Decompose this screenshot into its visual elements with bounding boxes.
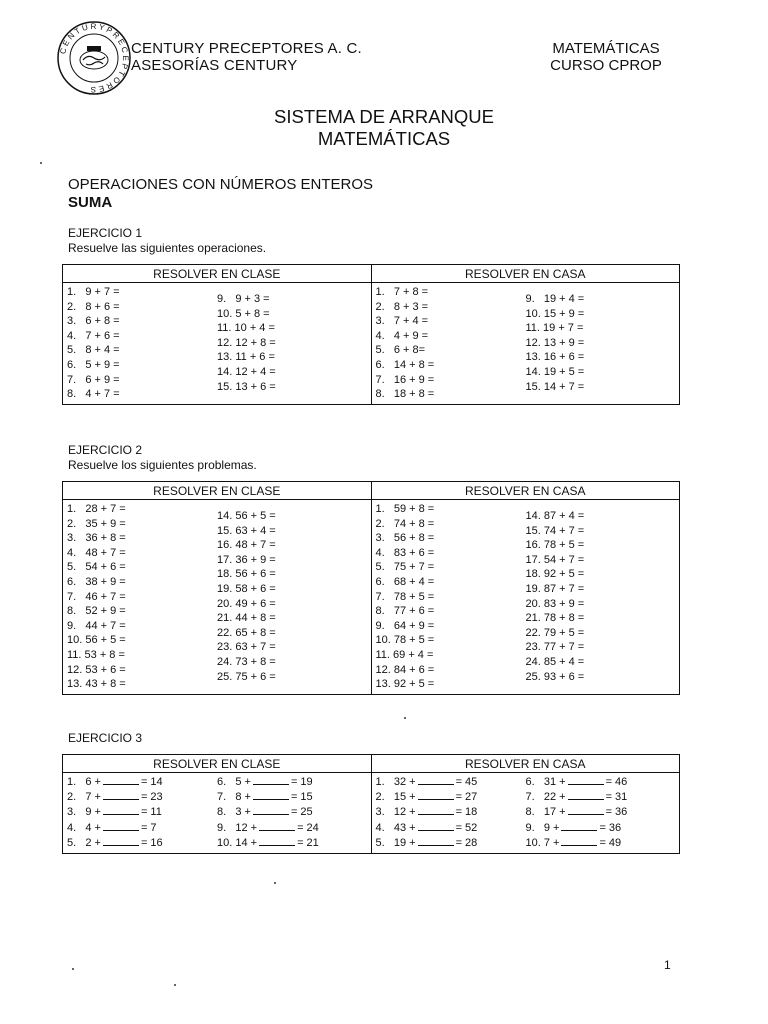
century-seal-logo [56,20,132,96]
exercise-1-table [62,264,680,405]
problem-item: 5. 75 + 7 = [375,561,435,574]
problem-item: 7. 78 + 5 = [375,590,435,603]
answer-blank[interactable] [418,775,454,785]
blank-problem-item [217,775,319,790]
blank-problem-item [526,775,628,790]
scan-speck [404,717,406,719]
problem-item: 14. 12 + 4 = [217,365,276,378]
problem-item: 13. 11 + 6 = [217,351,275,364]
problem-result: = 52 [455,821,478,834]
problem-item: 18. 92 + 5 = [525,568,585,581]
problem-item: 15. 74 + 7 = [525,524,585,537]
blank-problem-item [217,836,319,851]
problem-prefix: 1. 32 + [375,776,416,788]
problem-item: 3. 36 + 8 = [67,532,126,545]
org-line-1: CENTURY PRECEPTORES A. C. [131,40,362,57]
problem-prefix: 8. 3 + [217,806,251,819]
problem-item: 5. 8 + 4 = [67,344,120,357]
problem-result: = 18 [455,806,478,819]
problem-result: = 15 [290,791,313,804]
problem-item: 23. 77 + 7 = [525,641,585,654]
problem-list [67,285,217,402]
scan-speck [72,968,74,970]
problem-item: 13. 92 + 5 = [375,678,435,691]
problem-item: 11. 19 + 7 = [525,322,584,335]
blank-problem-item [67,821,217,836]
problem-prefix: 1. 6 + [67,776,101,788]
problem-item: 14. 19 + 5 = [525,365,585,378]
exercise-3-table [62,754,680,854]
problem-item: 6. 14 + 8 = [375,358,435,371]
problem-result: = 16 [140,836,163,849]
problem-result: = 7 [140,821,157,834]
problem-item: 12. 84 + 6 = [375,663,435,676]
answer-blank[interactable] [418,836,454,846]
problem-item: 6. 38 + 9 = [67,575,126,588]
problem-prefix: 5. 19 + [375,836,416,849]
problem-item: 8. 18 + 8 = [375,388,435,401]
problem-item: 4. 48 + 7 = [67,546,126,559]
blank-problem-item [376,775,526,790]
answer-blank[interactable] [568,805,604,815]
answer-blank[interactable] [253,790,289,800]
exercise-2-table [62,481,680,695]
problem-item: 12. 12 + 8 = [217,336,276,349]
problem-item: 4. 83 + 6 = [375,546,435,559]
problem-item: 3. 6 + 8 = [67,315,120,328]
problem-prefix: 7. 22 + [525,791,566,804]
problem-item: 10. 15 + 9 = [525,307,585,320]
problem-item: 10. 56 + 5 = [67,634,126,647]
problem-item: 15. 14 + 7 = [525,380,585,393]
problem-result: = 28 [455,836,478,849]
problem-item: 16. 48 + 7 = [217,539,276,552]
answer-blank[interactable] [103,775,139,785]
scan-speck [174,984,176,986]
problem-list [217,285,276,402]
problem-item: 2. 8 + 6 = [67,300,120,313]
answer-blank[interactable] [253,775,289,785]
blank-problem-item [67,775,217,790]
problem-prefix: 6. 31 + [525,776,566,788]
section-subtitle: SUMA [68,194,113,211]
problem-item: 3. 56 + 8 = [375,532,435,545]
problem-item: 8. 77 + 6 = [375,605,435,618]
problem-item: 14. 56 + 5 = [217,510,276,522]
problem-prefix: 4. 4 + [67,821,101,834]
problem-item: 2. 74 + 8 = [375,517,435,530]
exercise-3-clase-cell [63,773,372,854]
svg-text:C E N T U R Y P R E C E P T: C E N T U R Y P R E C E P T O R E S [58,21,131,95]
problem-item: 17. 54 + 7 = [525,553,585,566]
problem-item: 1. 59 + 8 = [375,503,435,515]
problem-item: 23. 63 + 7 = [217,641,276,654]
blank-problem-list [217,775,319,851]
problem-item: 5. 54 + 6 = [67,561,126,574]
org-line-2: ASESORÍAS CENTURY [131,57,298,74]
problem-item: 13. 43 + 8 = [67,678,126,691]
section-title: OPERACIONES CON NÚMEROS ENTEROS [68,176,374,193]
exercise-2-clase-cell [63,500,372,695]
problem-item: 5. 6 + 8= [375,344,426,357]
problem-item: 25. 75 + 6 = [217,670,276,683]
problem-item: 24. 85 + 4 = [525,655,585,668]
problem-item: 2. 8 + 3 = [375,300,429,313]
problem-item: 9. 9 + 3 = [217,293,270,305]
header-casa: RESOLVER EN CASA [371,755,680,773]
title-line-2: MATEMÁTICAS [317,128,451,149]
scan-speck [274,882,276,884]
problem-result: = 25 [290,806,313,819]
exercise-1-clase-cell [63,283,372,405]
problem-item: 15. 63 + 4 = [217,524,276,537]
problem-result: = 14 [140,776,163,788]
problem-item: 1. 9 + 7 = [67,286,120,298]
problem-item: 9. 64 + 9 = [375,619,435,632]
problem-prefix: 3. 12 + [375,806,416,819]
problem-item: 1. 28 + 7 = [67,503,126,515]
blank-problem-item [67,836,217,851]
problem-list [217,502,276,692]
problem-item: 12. 13 + 9 = [525,336,585,349]
header-clase: RESOLVER EN CLASE [63,265,372,283]
blank-problem-list [376,775,526,851]
answer-blank[interactable] [259,821,295,831]
header-casa: RESOLVER EN CASA [371,482,680,500]
problem-item: 20. 83 + 9 = [525,597,585,610]
blank-problem-item [67,790,217,805]
problem-item: 9. 19 + 4 = [525,293,585,305]
blank-problem-list [67,775,217,851]
problem-result: = 49 [599,836,622,849]
problem-prefix: 2. 7 + [67,791,101,804]
problem-result: = 11 [140,806,162,819]
answer-blank[interactable] [418,790,454,800]
organization-name [131,40,362,74]
exercise-3-label: EJERCICIO 3 [68,731,143,745]
answer-blank[interactable] [568,775,604,785]
problem-item: 2. 35 + 9 = [67,517,126,530]
problem-list [526,502,585,692]
problem-result: = 19 [290,776,313,788]
page-number: 1 [664,958,671,972]
problem-item: 22. 79 + 5 = [525,626,585,639]
problem-item: 9. 44 + 7 = [67,619,126,632]
answer-blank[interactable] [418,805,454,815]
answer-blank[interactable] [561,821,597,831]
answer-blank[interactable] [103,836,139,846]
problem-prefix: 9. 9 + [525,821,560,834]
blank-problem-item [526,821,628,836]
problem-item: 6. 68 + 4 = [375,575,435,588]
blank-problem-list [526,775,628,851]
problem-item: 10. 5 + 8 = [217,307,270,320]
problem-item: 21. 44 + 8 = [217,612,276,625]
problem-item: 16. 78 + 5 = [525,539,585,552]
problem-result: = 31 [605,791,628,804]
blank-problem-item [526,805,628,820]
problem-item: 6. 5 + 9 = [67,358,120,371]
problem-item: 10. 78 + 5 = [375,634,435,647]
header-clase: RESOLVER EN CLASE [63,482,372,500]
blank-problem-item [526,836,628,851]
problem-item: 4. 7 + 6 = [67,329,120,342]
problem-item: 22. 65 + 8 = [217,626,276,639]
blank-problem-item [376,790,526,805]
answer-blank[interactable] [103,821,139,831]
problem-item: 12. 53 + 6 = [67,663,126,676]
problem-item: 8. 52 + 9 = [67,605,126,618]
problem-result: = 36 [605,806,628,819]
answer-blank[interactable] [103,805,139,815]
answer-blank[interactable] [561,836,597,846]
problem-prefix: 6. 5 + [217,776,251,788]
problem-list [376,502,526,692]
problem-prefix: 8. 17 + [525,806,566,819]
problem-item: 7. 6 + 9 = [67,373,120,386]
header-casa: RESOLVER EN CASA [371,265,680,283]
problem-item: 1. 7 + 8 = [375,286,429,298]
blank-problem-item [217,821,319,836]
problem-item: 14. 87 + 4 = [525,510,585,522]
problem-item: 21. 78 + 8 = [525,612,585,625]
problem-item: 7. 16 + 9 = [375,373,435,386]
problem-list [526,285,585,402]
problem-item: 17. 36 + 9 = [217,553,276,566]
blank-problem-item [376,805,526,820]
exercise-2-label: EJERCICIO 2 [68,443,143,457]
exercise-3-heading [68,731,142,746]
course-info [541,40,671,74]
section-heading [68,176,373,212]
problem-result: = 36 [599,821,622,834]
problem-result: = 45 [455,776,478,788]
exercise-1-casa-cell [371,283,680,405]
blank-problem-item [376,821,526,836]
exercise-1-label: EJERCICIO 1 [68,226,143,240]
exercise-2-casa-cell [371,500,680,695]
answer-blank[interactable] [418,821,454,831]
answer-blank[interactable] [253,805,289,815]
problem-item: 4. 4 + 9 = [375,329,429,342]
problem-item: 11. 69 + 4 = [375,648,434,661]
blank-problem-item [217,805,319,820]
problem-prefix: 7. 8 + [217,791,251,804]
problem-item: 20. 49 + 6 = [217,597,276,610]
problem-item: 25. 93 + 6 = [525,670,585,683]
problem-list [376,285,526,402]
course-label: CURSO CPROP [550,57,662,74]
problem-item: 11. 53 + 8 = [67,648,125,661]
problem-item: 15. 13 + 6 = [217,380,276,393]
blank-problem-item [217,790,319,805]
problem-result: = 46 [605,776,628,788]
answer-blank[interactable] [259,836,295,846]
exercise-1-instructions: Resuelve las siguientes operaciones. [68,241,267,255]
answer-blank[interactable] [103,790,139,800]
blank-problem-item [526,790,628,805]
scan-speck [40,162,42,164]
problem-prefix: 3. 9 + [67,806,101,819]
exercise-2-instructions: Resuelve los siguientes problemas. [68,458,257,472]
document-title [0,106,768,150]
problem-list [67,502,217,692]
header-clase: RESOLVER EN CLASE [63,755,372,773]
problem-item: 3. 7 + 4 = [375,315,429,328]
problem-item: 19. 87 + 7 = [525,582,585,595]
problem-result: = 24 [297,821,319,834]
blank-problem-item [376,836,526,851]
problem-prefix: 5. 2 + [67,836,101,849]
problem-prefix: 10. 14 + [217,836,258,849]
problem-result: = 27 [455,791,478,804]
problem-prefix: 4. 43 + [375,821,416,834]
exercise-3-casa-cell [371,773,680,854]
problem-prefix: 10. 7 + [525,836,560,849]
problem-item: 13. 16 + 6 = [525,351,585,364]
problem-item: 18. 56 + 6 = [217,568,276,581]
exercise-1-heading [68,226,266,256]
problem-item: 24. 73 + 8 = [217,655,276,668]
problem-item: 11. 10 + 4 = [217,322,275,335]
problem-result: = 21 [297,836,319,849]
problem-item: 7. 46 + 7 = [67,590,126,603]
problem-item: 19. 58 + 6 = [217,582,276,595]
problem-result: = 23 [140,791,163,804]
blank-problem-item [67,805,217,820]
answer-blank[interactable] [568,790,604,800]
problem-item: 8. 4 + 7 = [67,388,120,401]
title-line-1: SISTEMA DE ARRANQUE [274,106,494,127]
exercise-2-heading [68,443,257,473]
subject-label: MATEMÁTICAS [552,40,660,57]
problem-prefix: 9. 12 + [217,821,258,834]
problem-prefix: 2. 15 + [375,791,416,804]
